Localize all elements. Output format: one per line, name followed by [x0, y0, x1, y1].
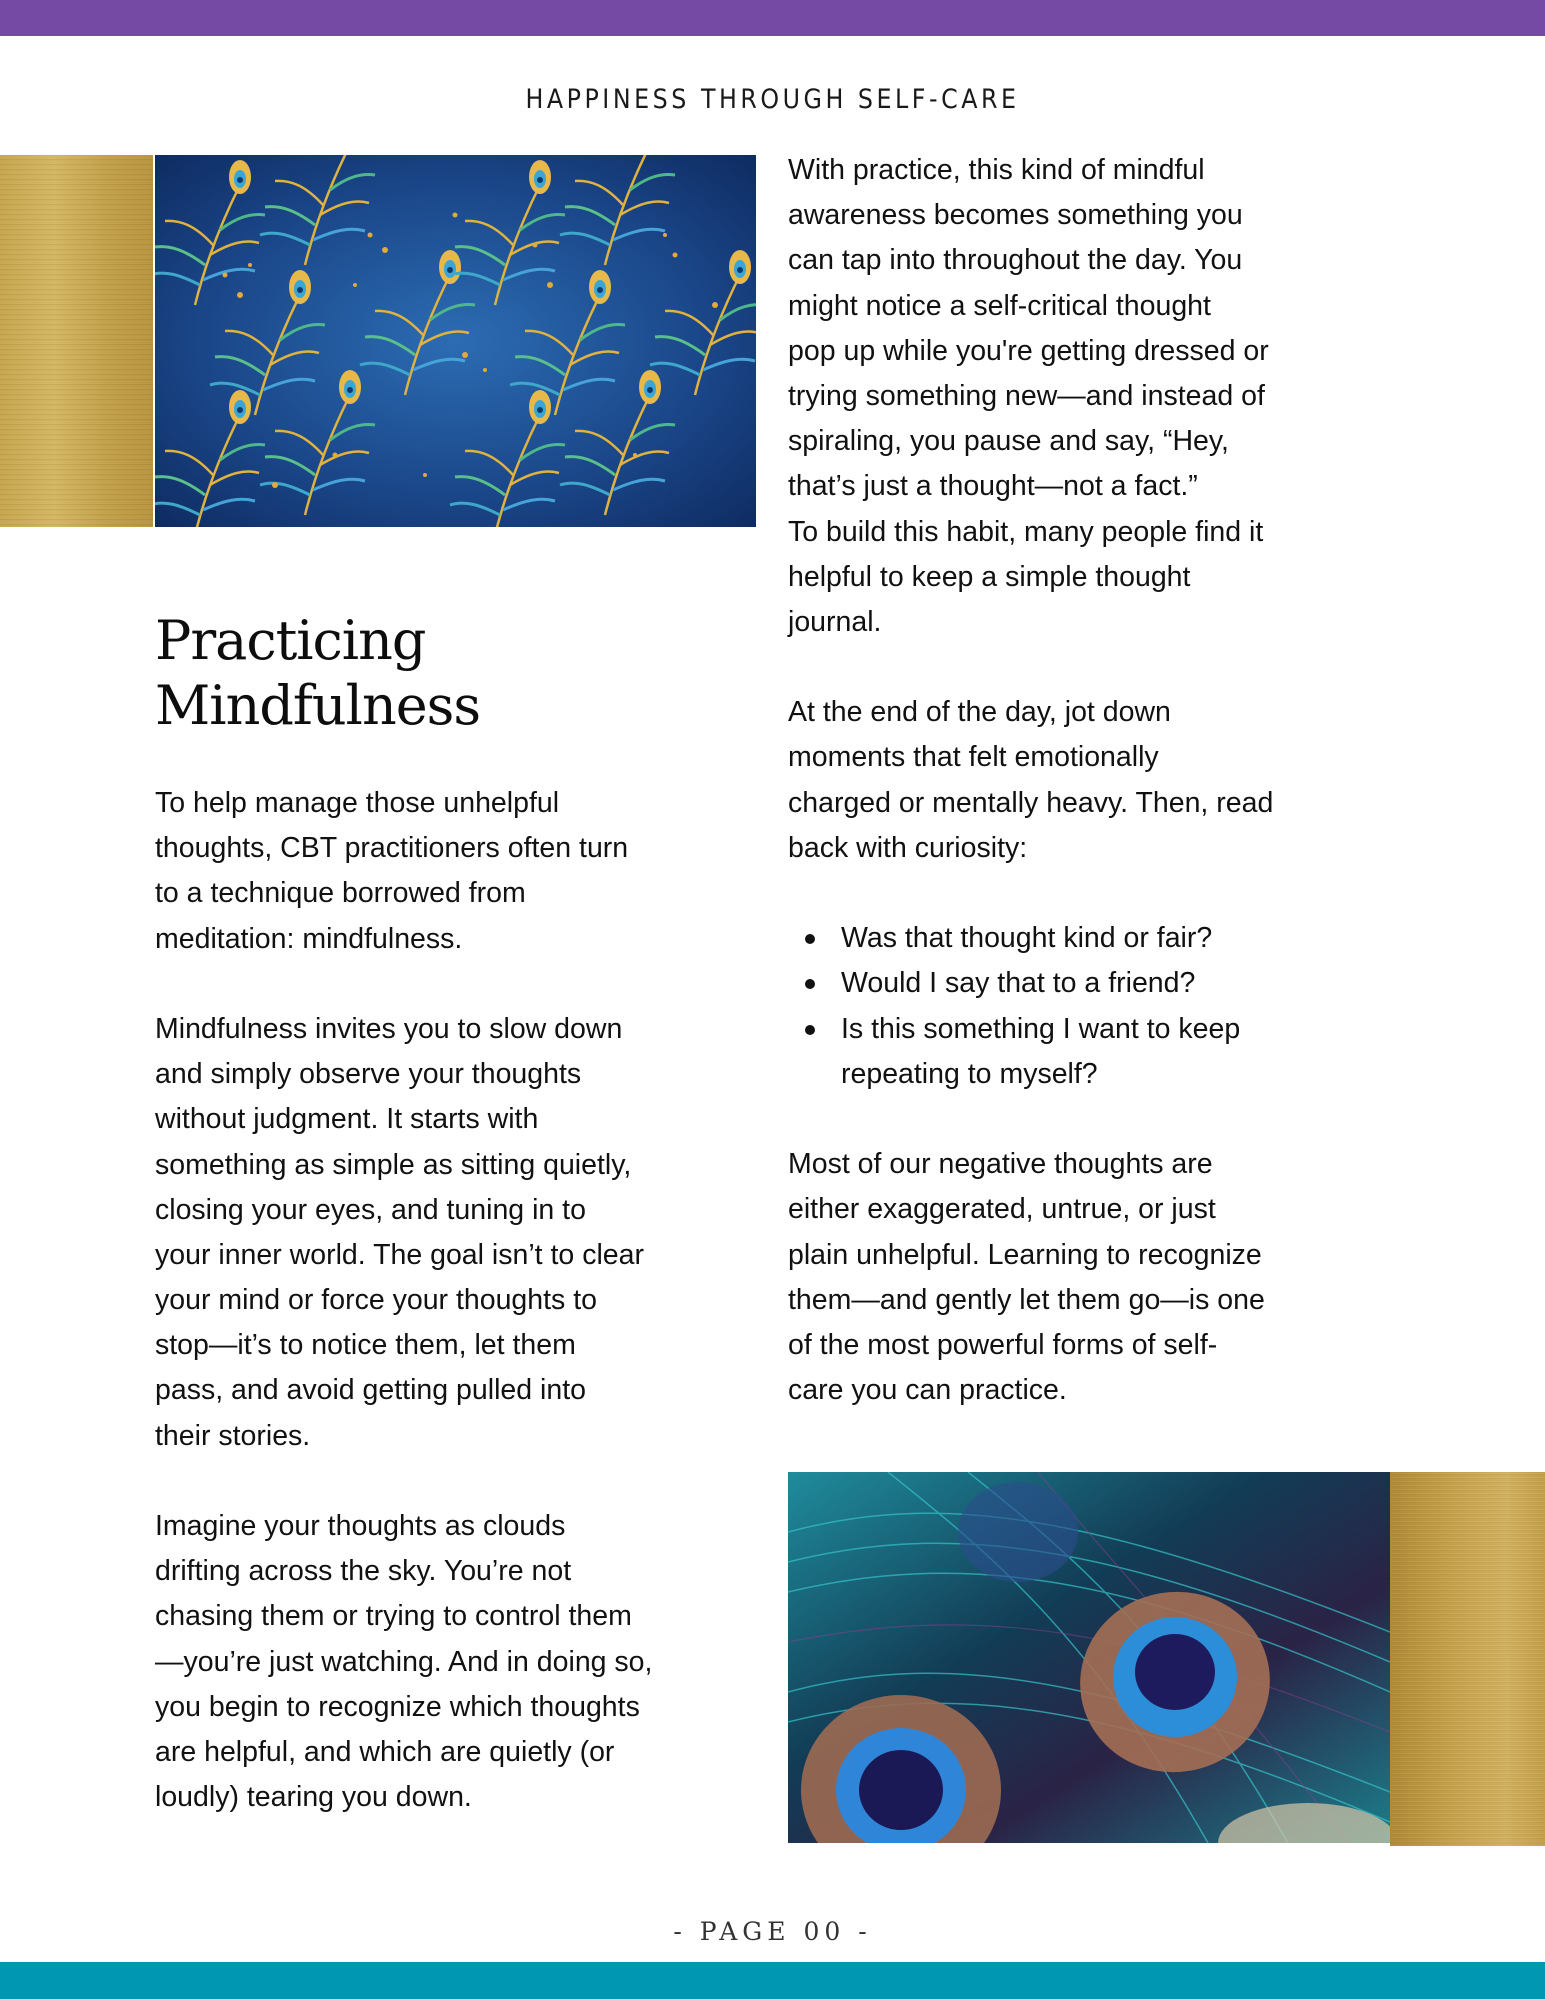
paragraph-spacer: [788, 871, 1273, 916]
bullet-item: [788, 916, 1273, 961]
text-line: —you’re just watching. And in doing so,: [155, 1645, 653, 1678]
heading-line: Mindfulness: [155, 674, 481, 737]
bottom-accent-bar: [0, 1962, 1545, 1999]
text-line: pass, and avoid getting pulled into: [155, 1374, 586, 1407]
text-line: meditation: mindfulness.: [155, 922, 463, 955]
text-line: At the end of the day, jot down: [788, 696, 1171, 729]
paragraph-conclusion: [788, 1142, 1273, 1413]
text-line: drifting across the sky. You’re not: [155, 1555, 572, 1588]
text-line: thoughts, CBT practitioners often turn: [155, 832, 629, 865]
heading-line: Practicing: [155, 609, 426, 672]
text-line: of the most powerful forms of self-: [788, 1328, 1218, 1361]
paragraph-practice: [788, 148, 1273, 645]
text-line: awareness becomes something you: [788, 199, 1243, 232]
text-line: something as simple as sitting quietly,: [155, 1148, 632, 1181]
bullet-item: [788, 961, 1273, 1006]
text-line: charged or mentally heavy. Then, read: [788, 786, 1274, 819]
text-line: without judgment. It starts with: [155, 1103, 539, 1136]
text-line: to a technique borrowed from: [155, 877, 526, 910]
bullet-text: Was that thought kind or fair?: [841, 922, 1213, 955]
paragraph-spacer: [788, 1097, 1273, 1142]
gold-accent-block-left: [0, 155, 153, 527]
text-line: spiraling, you pause and say, “Hey,: [788, 425, 1229, 458]
text-line: trying something new—and instead of: [788, 379, 1265, 412]
text-line: your mind or force your thoughts to: [155, 1284, 597, 1317]
gold-accent-block-right: [1390, 1472, 1545, 1846]
bullet-text: Would I say that to a friend?: [841, 967, 1196, 1000]
bullet-icon: [805, 1025, 815, 1035]
paragraph-journal: [788, 690, 1273, 871]
text-line: Mindfulness invites you to slow down: [155, 1012, 623, 1045]
text-line: stop—it’s to notice them, let them: [155, 1329, 576, 1362]
paragraph-spacer: [155, 1459, 652, 1504]
text-line: closing your eyes, and tuning in to: [155, 1193, 586, 1226]
paragraph-spacer: [155, 962, 652, 1007]
text-line: either exaggerated, untrue, or just: [788, 1193, 1216, 1226]
text-line: moments that felt emotionally: [788, 741, 1159, 774]
peacock-feather-photo: [788, 1472, 1390, 1843]
text-line: and simply observe your thoughts: [155, 1058, 582, 1091]
bullet-text: Is this something I want to keep: [841, 1012, 1241, 1045]
bullet-icon: [805, 934, 815, 944]
text-line: To build this habit, many people find it: [788, 515, 1264, 548]
bullet-icon: [805, 979, 815, 989]
page-header-title: HAPPINESS THROUGH SELF-CARE: [525, 84, 1020, 115]
peacock-pattern-illustration: [155, 155, 756, 527]
text-line: journal.: [788, 605, 882, 638]
peacock-feather-closeup: [788, 1472, 1390, 1843]
text-line: that’s just a thought—not a fact.”: [788, 470, 1198, 503]
text-line: their stories.: [155, 1419, 311, 1452]
text-line: pop up while you're getting dressed or: [788, 334, 1269, 367]
left-column-body: [155, 781, 652, 1820]
text-line: With practice, this kind of mindful: [788, 154, 1205, 186]
text-line: are helpful, and which are quietly (or: [155, 1735, 615, 1768]
text-line: them—and gently let them go—is one: [788, 1283, 1265, 1316]
text-line: you begin to recognize which thoughts: [155, 1690, 640, 1723]
text-line: plain unhelpful. Learning to recognize: [788, 1238, 1262, 1271]
text-line: your inner world. The goal isn’t to clear: [155, 1238, 644, 1271]
bullet-item: [788, 1007, 1273, 1097]
text-line: back with curiosity:: [788, 831, 1028, 864]
text-line: care you can practice.: [788, 1374, 1067, 1407]
text-line: helpful to keep a simple thought: [788, 560, 1191, 593]
top-accent-bar: [0, 0, 1545, 36]
paragraph-intro: [155, 781, 652, 962]
peacock-pattern-image: [155, 155, 756, 527]
page-number-label: - PAGE 00 -: [673, 1917, 872, 1946]
text-line: To help manage those unhelpful: [155, 787, 560, 819]
bullet-text: repeating to myself?: [841, 1057, 1098, 1090]
text-line: Most of our negative thoughts are: [788, 1148, 1213, 1181]
paragraph-mindfulness: [155, 1007, 652, 1459]
paragraph-clouds: [155, 1504, 652, 1820]
text-line: loudly) tearing you down.: [155, 1781, 472, 1814]
right-column-body: [788, 148, 1273, 1413]
bullet-list: [788, 916, 1273, 1097]
text-line: chasing them or trying to control them: [155, 1600, 632, 1633]
section-heading: [155, 608, 480, 738]
text-line: Imagine your thoughts as clouds: [155, 1510, 566, 1542]
text-line: might notice a self-critical thought: [788, 289, 1211, 322]
text-line: can tap into throughout the day. You: [788, 244, 1243, 277]
paragraph-spacer: [788, 645, 1273, 690]
